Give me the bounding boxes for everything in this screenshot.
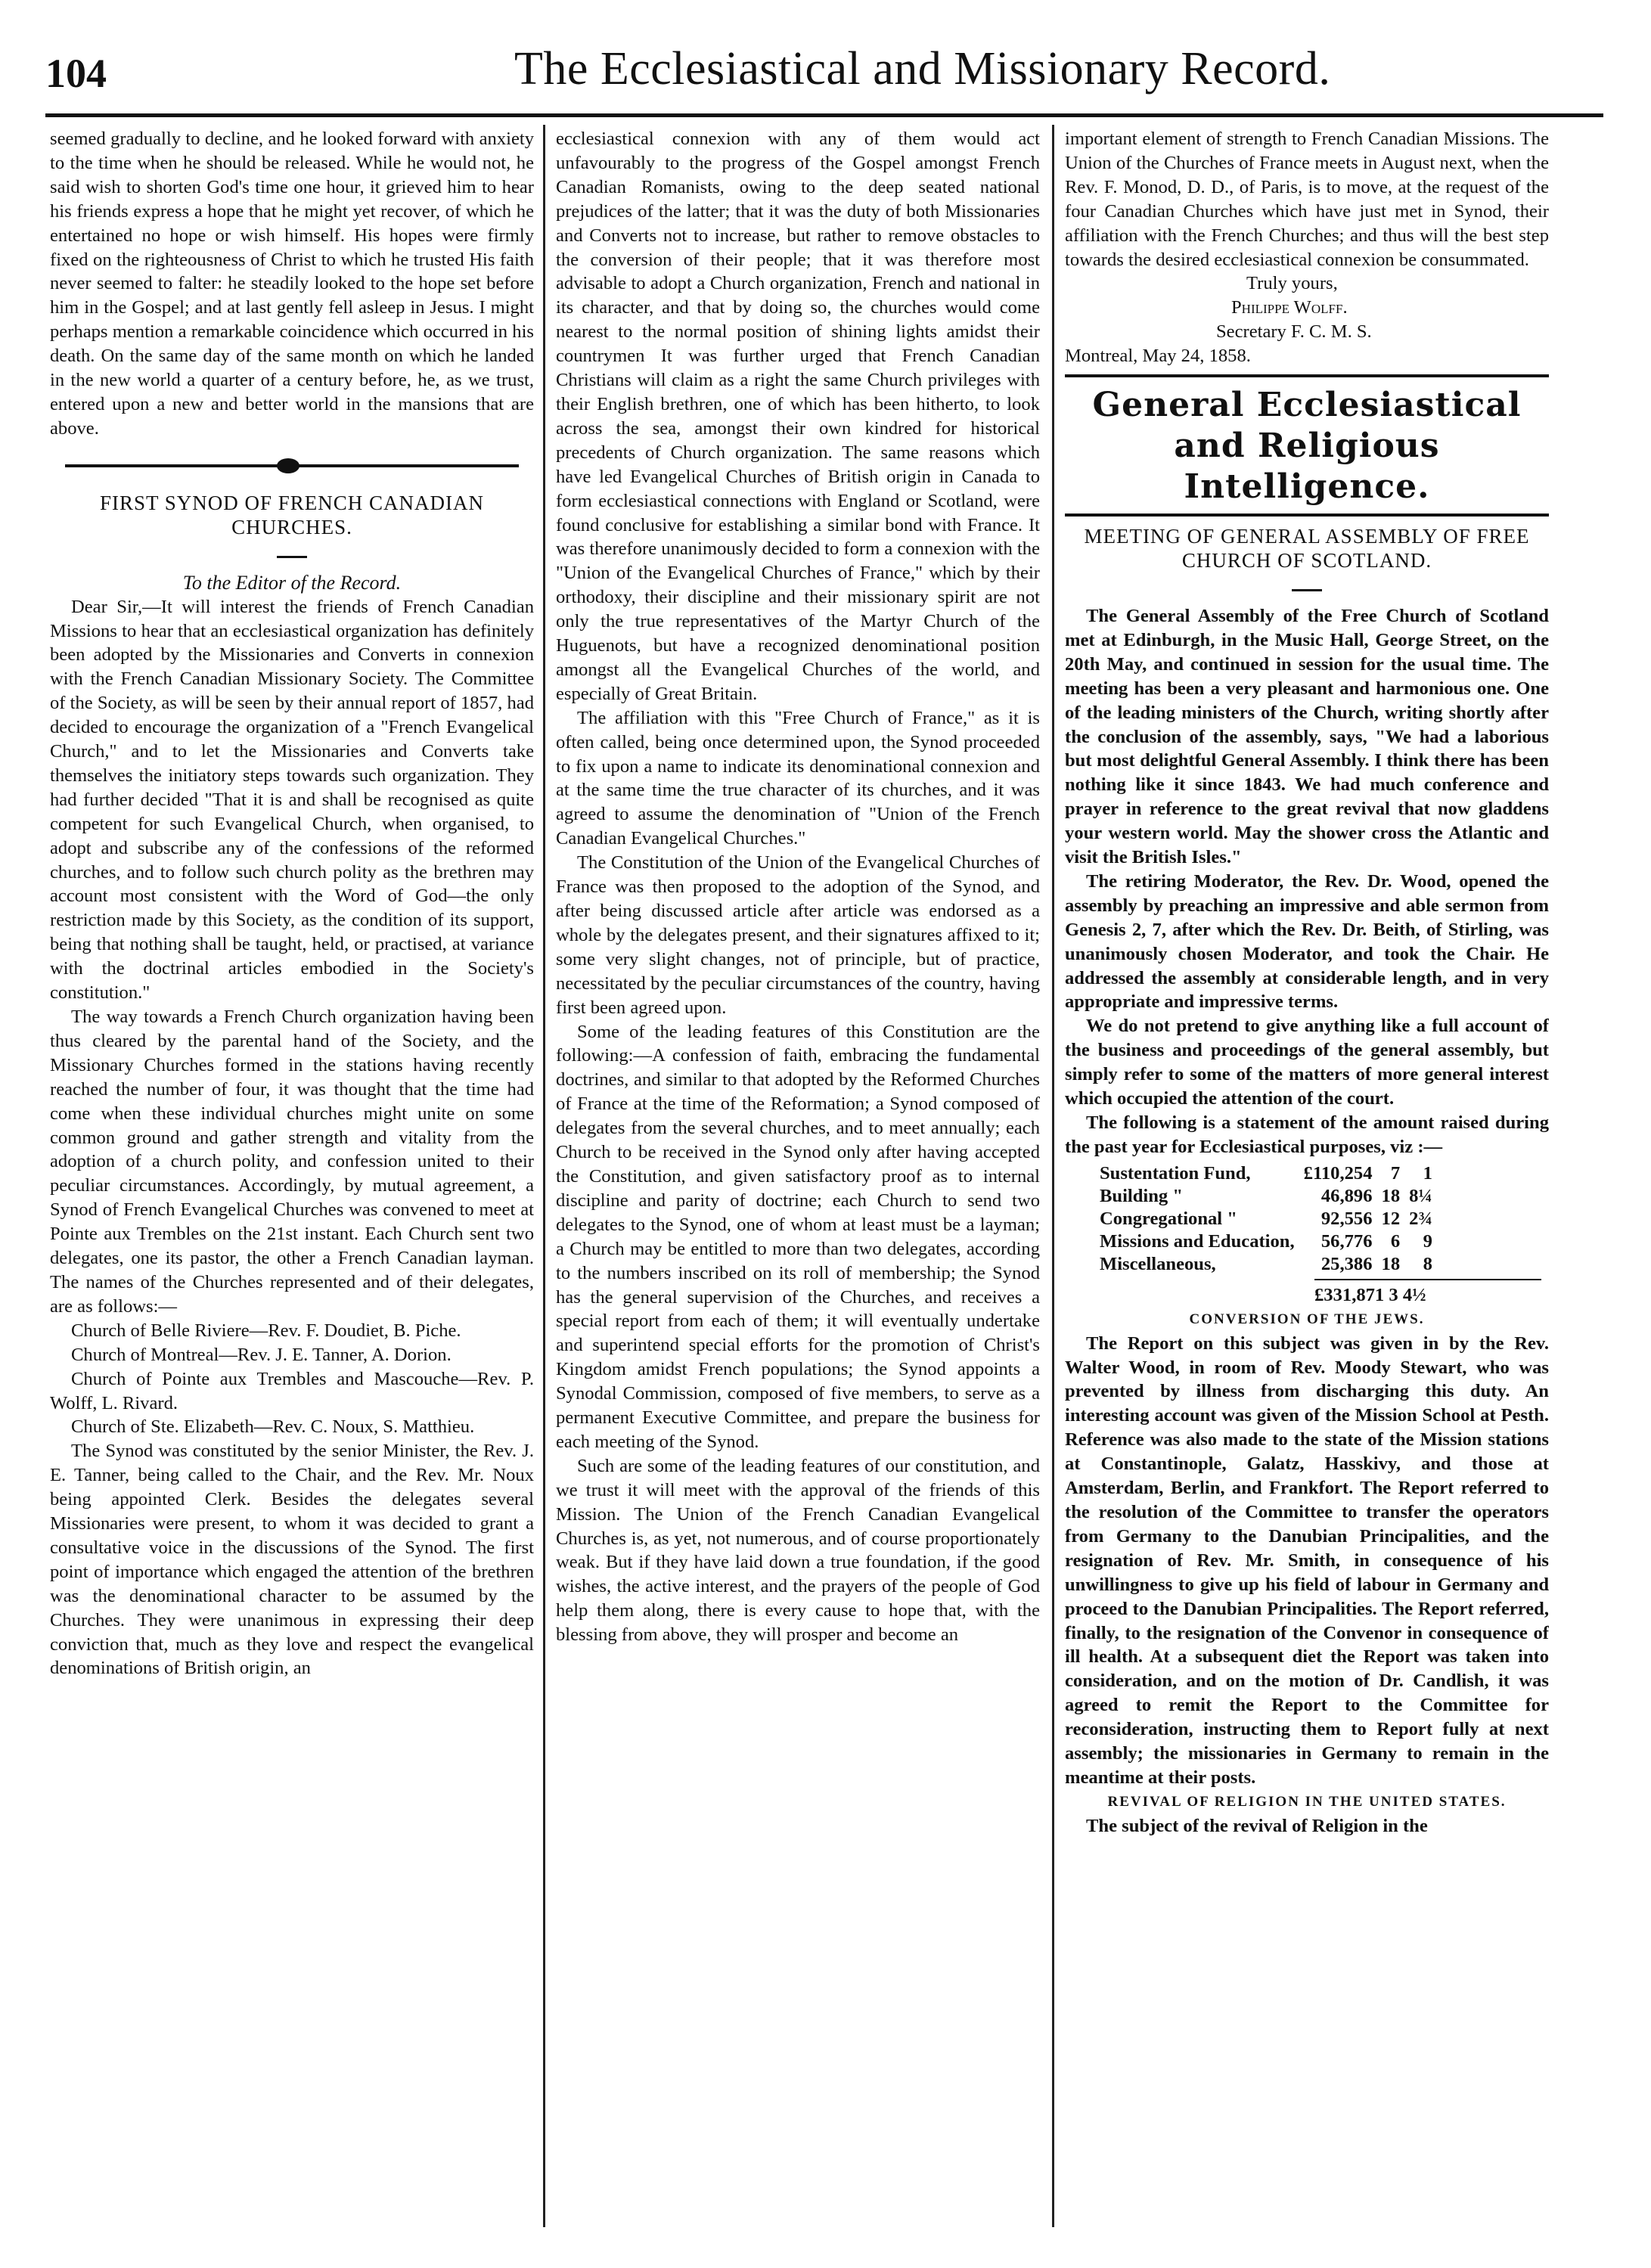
revival-paragraph: The subject of the revival of Religion in the [1086, 1815, 1428, 1836]
fund-pence: 1 [1423, 1162, 1432, 1184]
church-delegates-1: Church of Belle Riviere—Rev. F. Doudiet, B. Piche. [71, 1320, 461, 1341]
table-row [1095, 1208, 1437, 1230]
fund-name: Miscellaneous, [1100, 1253, 1216, 1274]
column-left [50, 127, 534, 2229]
church-delegates-4: Church of Ste. Elizabeth—Rev. C. Noux, S. Matthieu. [71, 1416, 475, 1438]
church-delegates-3: Church of Pointe aux Trembles and Mascouche—Rev. P. Wolff, L. Rivard. [50, 1368, 534, 1413]
heading-dash [1065, 574, 1549, 598]
fund-pounds: 92,556 [1320, 1208, 1373, 1229]
fund-name: Missions and Education, [1100, 1230, 1295, 1252]
column-divider [1052, 125, 1054, 2227]
heading-dash [50, 541, 534, 565]
obituary-conclusion: seemed gradually to decline, and he looked forward with anxiety to the time when he should be released. While he would not, he said wish to shorten God's time one hour, it grieved him to hear his friends express a hope that he might yet recover, of which he entertained no hope or wish himself. His hopes were firmly fixed on the righteousness of Christ to which he trusted His faith never seemed to falter: he steadily looked to the hope set before him in the Gospel; and at last gently fell asleep in Jesus. I might perhaps mention a remarkable coincidence which occurred in his death. On the same day of the same month on which he landed in the new world a quarter of a century before, he, as we trust, entered upon a new and better world in the mansions that are above. [50, 129, 534, 439]
synod-paragraph-1: Dear Sir,—It will interest the friends of French Canadian Missions to hear that an ecclesiastical organization has definitely been adopted by the Missionaries and Converts in connexion with the French Canadian Missionary Society. The Committee of the Society, as will be seen by their annual report of 1857, had decided to encourage the organization of a "French Evangelical Church," and to let the Missionaries and Converts take themselves the initiatory steps towards such organization. They had further decided "That it is and shall be recognised as quite competent for such Evangelical Church, when organised, to adopt and subscribe any of the confessions of the reformed churches, and to follow such church polity as the brethren may account most consistent with the Word of God—the only restriction made by this Society, as the condition of its support, being that nothing shall be taught, held, or practised, at variance with the doctrinal articles embodied in the Society's constitution." [50, 596, 534, 1004]
table-row [1095, 1230, 1437, 1253]
header-rule [45, 113, 1603, 117]
fund-pence: 2¾ [1409, 1208, 1432, 1229]
synod-paragraph-3: The Synod was constituted by the senior Minister, the Rev. J. E. Tanner, being called to the Chair, and the Rev. Mr. Noux being appointed Clerk. Besides the delegates several Missionaries were present, to whom it was decided to grant a consultative voice in the discussions of the Synod. The first point of importance which engaged the attention of the brethren was the denominational character to be assumed by the Churches. They were unanimous in expressing their deep conviction that, much as they love and respect the evangelical denominations of British origin, an [50, 1441, 534, 1679]
assembly-paragraph-4: The following is a statement of the amount raised during the past year for Ecclesiastical purposes, viz :— [1065, 1112, 1549, 1157]
letter-signer: Philippe Wolff. [1231, 297, 1348, 318]
synod-paragraph-6: The Constitution of the Union of the Evangelical Churches of France was then proposed to the adoption of the Synod, and after being discussed article after article was endorsed as a whole by the delegates present, and their signatures affixed to it; some very slight changes, not of principle, but of practice, necessitated by the peculiar circumstances of the country, having first been agreed upon. [556, 852, 1040, 1018]
assembly-paragraph-2: The retiring Moderator, the Rev. Dr. Wood, opened the assembly by preaching an impressive and able sermon from Genesis 2, 7, after which the Rev. Dr. Beith, of Stirling, was unanimously chosen Moderator, and took the Chair. He addressed the assembly at considerable length, and in very appropriate and impressive terms. [1065, 870, 1549, 1013]
funds-total: £331,871 3 4½ [1314, 1284, 1426, 1305]
fund-pounds: 56,776 [1320, 1230, 1373, 1252]
jews-paragraph: The Report on this subject was given in by the Rev. Walter Wood, in room of Rev. Moody Stewart, who was prevented by illness from discharging this duty. An interesting account was given of the Mission School at Pesth. Reference was also made to the state of the Mission stations at Constantinople, Galatz, Hasskivy, and those at Amsterdam, Berlin, and Frankfort. The Report referred to the resolution of the Committee to transfer the operators from Germany to the Danubian Principalities, and the resignation of Rev. Mr. Smith, in consequence of his unwillingness to give up his field of labour in Germany and proceed to the Danubian Principalities. The Report referred, finally, to the resignation of the Convenor in consequence of ill health. At a subsequent diet the Report was taken into consideration, and on the motion of Dr. Candlish, it was agreed to remit the Report to the Committee for reconsideration, instructing them to Report fully at next assembly; the missionaries in Germany to remain in the meantime at their posts. [1065, 1333, 1549, 1788]
column-middle [556, 127, 1040, 2229]
fund-shillings: 18 [1381, 1185, 1401, 1206]
section-rule [1065, 374, 1549, 377]
letter-signer-title: Secretary F. C. M. S. [1216, 321, 1372, 343]
column-right [1065, 127, 1549, 2229]
fund-shillings: 7 [1390, 1162, 1401, 1184]
fund-pence: 8¼ [1409, 1185, 1432, 1206]
fund-pounds: £110,254 [1303, 1162, 1373, 1184]
synod-paragraph-8: Such are some of the leading features of our constitution, and we trust it will meet with the approval of the friends of this Mission. The Union of the French Canadian Evangelical Churches is, as yet, not numerous, and of course proportionately weak. But if they have laid down a true foundation, if the good wishes, the active interest, and the prayers of the people of God help them along, there is every cause to hope that, with the blessing from above, they will prosper and become an [556, 1455, 1040, 1646]
table-row [1095, 1253, 1437, 1276]
fund-shillings: 12 [1381, 1208, 1401, 1229]
assembly-paragraph-1: The General Assembly of the Free Church of Scotland met at Edinburgh, in the Music Hall, George Street, on the 20th May, and continued in session for the usual time. The meeting has been a very pleasant and harmonious one. One of the leading ministers of the Church, writing shortly after the conclusion of the assembly, says, "We had a laborious but most delightful General Assembly. I think there has been nothing like it since 1843. We had much conference and prayer in reference to the great revival that now gladdens your western world. May the shower cross the Atlantic and visit the British Isles." [1065, 605, 1549, 868]
letter-dateline: Montreal, May 24, 1858. [1065, 346, 1251, 367]
assembly-paragraph-3: We do not pretend to give anything like a full account of the business and proceedings of the general assembly, but simply refer to some of the matters of more general interest which occupied the attention of the court. [1065, 1016, 1549, 1109]
fund-shillings: 18 [1381, 1253, 1401, 1274]
fund-shillings: 6 [1390, 1230, 1401, 1252]
table-row [1095, 1185, 1437, 1208]
synod-paragraph-2: The way towards a French Church organization having been thus cleared by the parental hand of the Society, and the Missionary Churches formed in the stations having recently reached the number of four, it was thought that the time had come when these individual churches might unite on some common ground and gather strength and vitality from the adoption of a church polity, and confession united to their peculiar circumstances. Accordingly, by mutual agreement, a Synod of French Evangelical Churches was convened to meet at Pointe aux Trembles on the 21st instant. Each Church sent two delegates, one its pastor, the other a French Canadian layman. The names of the Churches represented and of their delegates, are as follows:— [50, 1007, 534, 1317]
revival-heading: REVIVAL OF RELIGION IN THE UNITED STATES. [1107, 1793, 1507, 1810]
funds-table [1095, 1162, 1437, 1276]
letter-salutation-heading: To the Editor of the Record. [182, 571, 402, 594]
column-divider [543, 125, 545, 2227]
fund-name: Congregational " [1100, 1208, 1237, 1229]
fund-name: Building " [1100, 1185, 1184, 1206]
fund-name: Sustentation Fund, [1100, 1162, 1251, 1184]
letter-closing: Truly yours, [1246, 273, 1338, 294]
total-rule [1314, 1279, 1541, 1280]
fund-pence: 8 [1423, 1253, 1432, 1274]
page-header [45, 36, 1603, 104]
synod-article-heading: FIRST SYNOD OF FRENCH CANADIAN CHURCHES. [99, 491, 485, 538]
section-title: General Ecclesiastical and Religious Intelligence. [1092, 386, 1522, 507]
section-rule [1065, 513, 1549, 517]
fund-pounds: 46,896 [1320, 1185, 1373, 1206]
synod-paragraph-5: The affiliation with this "Free Church of France," as it is often called, being once determined upon, the Synod proceeded to fix upon a name to indicate its denominational connexion and at the same time the true character of its churches, and it was agreed to assume the denomination of "Union of the French Canadian Evangelical Churches." [556, 707, 1040, 849]
synod-paragraph-9: important element of strength to French Canadian Missions. The Union of the Churches of France meets in August next, when the Rev. F. Monod, D. D., of Paris, is to move, at the request of the four Canadian Churches which have just met in Synod, their affiliation with the French Churches; and thus will the best step towards the desired ecclesiastical connexion be consummated. [1065, 129, 1549, 270]
synod-paragraph-4: ecclesiastical connexion with any of them would act unfavourably to the progress of the Gospel amongst French Canadian Romanists, owing to the deep seated national prejudices of the latter; that it was the duty of both Missionaries and Converts not to increase, but rather to remove obstacles to the conversion of their people; that it was therefore most advisable to adopt a Church organization, French and national in its character, and that by doing so, the churches would come nearest to the normal position of shining lights amidst their countrymen It was further urged that French Canadian Christians will claim as a right the same Church privileges with their English brethren, one of which has been hitherto, to look across the sea, amongst their own kindred for historical precedents of Church organization. The same reasons which have led Evangelical Churches of British origin in Canada to form ecclesiastical connections with England or Scotland, were found conclusive for establishing a similar bond with France. It was therefore unanimously decided to form a connexion with the "Union of the Evangelical Churches of France," which by their orthodoxy, their discipline and their missionary spirit are not only the true representatives of the Martyr Church of the Huguenots, but have a recognized denominational position amongst all the Evangelical Churches of the world, and especially of Great Britain. [556, 129, 1040, 704]
fund-pence: 9 [1423, 1230, 1432, 1252]
jews-heading: CONVERSION OF THE JEWS. [1189, 1311, 1425, 1327]
table-row [1095, 1162, 1437, 1185]
assembly-heading: MEETING OF GENERAL ASSEMBLY OF FREE CHURCH OF SCOTLAND. [1084, 525, 1530, 572]
fund-pounds: 25,386 [1320, 1253, 1373, 1274]
synod-paragraph-7: Some of the leading features of this Constitution are the following:—A confession of faith, embracing the fundamental doctrines, and similar to that adopted by the Reformed Churches of France at the time of the Reformation; a Synod composed of delegates from the several churches, and to meet annually; each Church to be received in the Synod only after having accepted the Constitution, and given satisfactory proof as to internal discipline and parity of doctrine; each Church to send two delegates to the Synod, one of whom at least must be a layman; a Church may be entitled to more than two delegates, according to the numbers inscribed on its roll of membership; the Synod has the general supervision of the Churches, and receives a special report from each of them; it will eventually undertake and superintend special efforts for the promotion of Christ's Kingdom amidst French populations; the Synod appoints a Synodal Commission, composed of five members, to serve as a permanent Executive Committee, and prepare the business for each meeting of the Synod. [556, 1021, 1040, 1452]
running-title: The Ecclesiastical and Missionary Record. [514, 43, 1331, 95]
page-number: 104 [45, 51, 107, 96]
section-ornament [50, 461, 534, 471]
church-delegates-2: Church of Montreal—Rev. J. E. Tanner, A. Dorion. [71, 1344, 452, 1365]
